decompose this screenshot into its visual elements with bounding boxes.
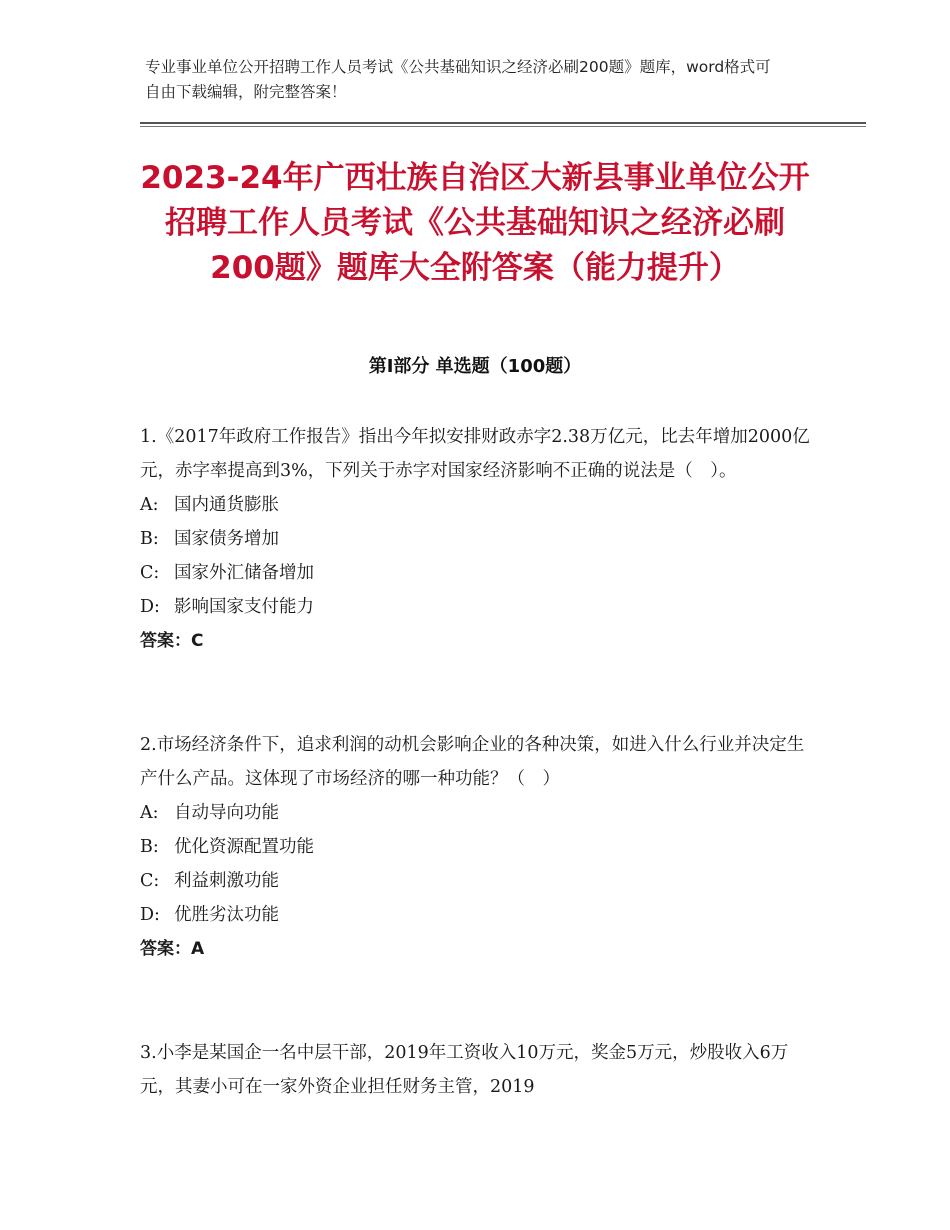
option-d bbox=[140, 590, 810, 624]
option-text: 优胜劣汰功能 bbox=[174, 905, 279, 925]
question-stem: 2.市场经济条件下，追求利润的动机会影响企业的各种决策，如进入什么行业并决定生产什么产品。这体现了市场经济的哪一种功能？（ ） bbox=[140, 735, 805, 789]
option-letter: D: bbox=[140, 905, 160, 925]
option-text: 国内通货膨胀 bbox=[174, 495, 279, 515]
question-3 bbox=[140, 1036, 810, 1104]
question-stem: 3.小李是某国企一名中层干部，2019年工资收入10万元，奖金5万元，炒股收入6万元，其妻小可在一家外资企业担任财务主管，2019 bbox=[140, 1043, 789, 1097]
option-a bbox=[140, 488, 810, 522]
option-text: 影响国家支付能力 bbox=[174, 597, 314, 617]
option-letter: C: bbox=[140, 563, 160, 583]
header-divider-thin bbox=[140, 126, 866, 127]
document-title: 2023-24年广西壮族自治区大新县事业单位公开招聘工作人员考试《公共基础知识之经济必刷200题》题库大全附答案（能力提升） bbox=[140, 160, 810, 286]
option-c bbox=[140, 864, 810, 898]
option-text: 国家债务增加 bbox=[174, 529, 279, 549]
option-c bbox=[140, 556, 810, 590]
question-2 bbox=[140, 728, 810, 966]
option-text: 利益刺激功能 bbox=[174, 871, 279, 891]
option-b bbox=[140, 522, 810, 556]
option-text: 自动导向功能 bbox=[174, 803, 279, 823]
option-a bbox=[140, 796, 810, 830]
option-text: 优化资源配置功能 bbox=[174, 837, 314, 857]
option-letter: D: bbox=[140, 597, 160, 617]
option-letter: C: bbox=[140, 871, 160, 891]
question-stem: 1.《2017年政府工作报告》指出今年拟安排财政赤字2.38万亿元，比去年增加2000亿元，赤字率提高到3%，下列关于赤字对国家经济影响不正确的说法是（ ）。 bbox=[140, 427, 810, 481]
option-letter: B: bbox=[140, 837, 159, 857]
answer-line: 答案：A bbox=[140, 939, 205, 959]
option-d bbox=[140, 898, 810, 932]
header-divider-thick bbox=[140, 122, 866, 124]
option-b bbox=[140, 830, 810, 864]
option-letter: A: bbox=[140, 803, 159, 823]
option-letter: A: bbox=[140, 495, 159, 515]
section-heading: 第Ⅰ部分 单选题（100题） bbox=[368, 356, 582, 377]
option-letter: B: bbox=[140, 529, 159, 549]
question-1 bbox=[140, 420, 810, 658]
answer-line: 答案：C bbox=[140, 631, 204, 651]
option-text: 国家外汇储备增加 bbox=[174, 563, 314, 583]
document-header-note: 专业事业单位公开招聘工作人员考试《公共基础知识之经济必刷200题》题库，word格式可自由下载编辑，附完整答案！ bbox=[145, 58, 771, 101]
